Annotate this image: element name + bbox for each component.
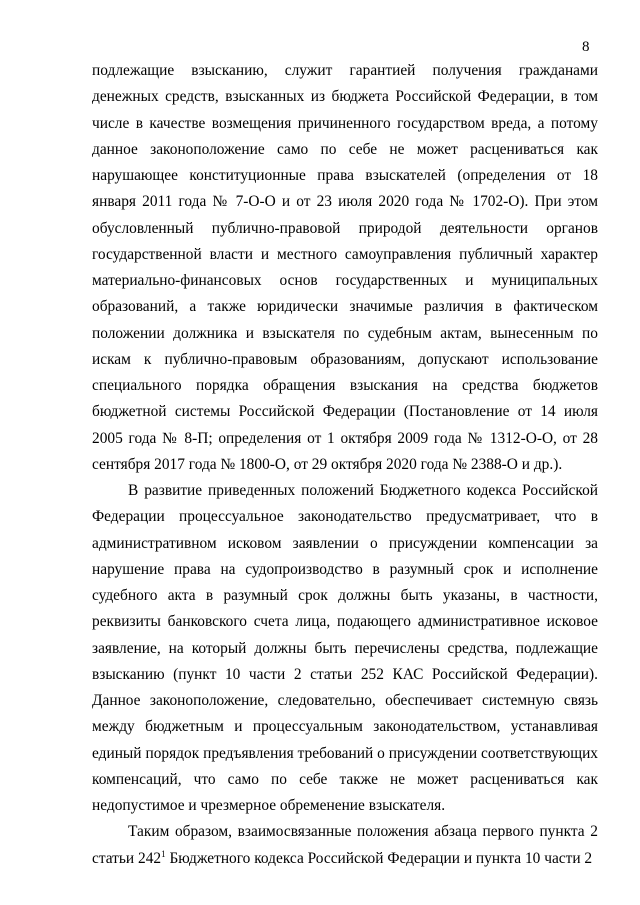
paragraph-3: [92, 819, 598, 872]
paragraph-1: подлежащие взысканию, служит гарантией получения гражданами денежных средств, взысканных из бюджета Российской Федерации, в том числе в качестве возмещения причиненного государством вреда, а потому данное законоположение само по себе не может расцениваться как нарушающее конституционные права взыскателей (определения от 18 января 2011 года № 7-О-О и от 23 июля 2020 года № 1702-О). При этом обусловленный публично-правовой природой деятельности органов государственной власти и местного самоуправления публичный характер материально-финансовых основ государственных и муниципальных образований, а также юридически значимые различия в фактическом положении должника и взыскателя по судебным актам, вынесенным по искам к публично-правовым образованиям, допускают использование специального порядка обращения взыскания на средства бюджетов бюджетной системы Российской Федерации (Постановление от 14 июля 2005 года № 8-П; определения от 1 октября 2009 года № 1312-О-О, от 28 сентября 2017 года № 1800-О, от 29 октября 2020 года № 2388-О и др.).: [92, 62, 598, 473]
paragraph-3-text-after: Бюджетного кодекса Российской Федерации и пункта 10 части 2: [165, 849, 593, 867]
page-number: 8: [582, 39, 590, 55]
paragraph-3-text-before: Таким образом, взаимосвязанные положения абзаца первого пункта 2 статьи 242: [92, 823, 598, 867]
paragraph-2: В развитие приведенных положений Бюджетного кодекса Российской Федерации процессуальное законодательство предусматривает, что в административном исковом заявлении о присуждении компенсации за нарушение права на судопроизводство в разумный срок и исполнение судебного акта в разумный срок должны быть указаны, в частности, реквизиты банковского счета лица, подающего административное исковое заявление, на который должны быть перечислены средства, подлежащие взысканию (пункт 10 части 2 статьи 252 КАС Российской Федерации). Данное законоположение, следовательно, обеспечивает системную связь между бюджетным и процессуальным законодательством, устанавливая единый порядок предъявления требований о присуждении соответствующих компенсаций, что само по себе также не может расцениваться как недопустимое и чрезмерное обременение взыскателя.: [92, 482, 598, 814]
article-superscript: 1: [161, 848, 166, 859]
document-body: [92, 58, 598, 872]
